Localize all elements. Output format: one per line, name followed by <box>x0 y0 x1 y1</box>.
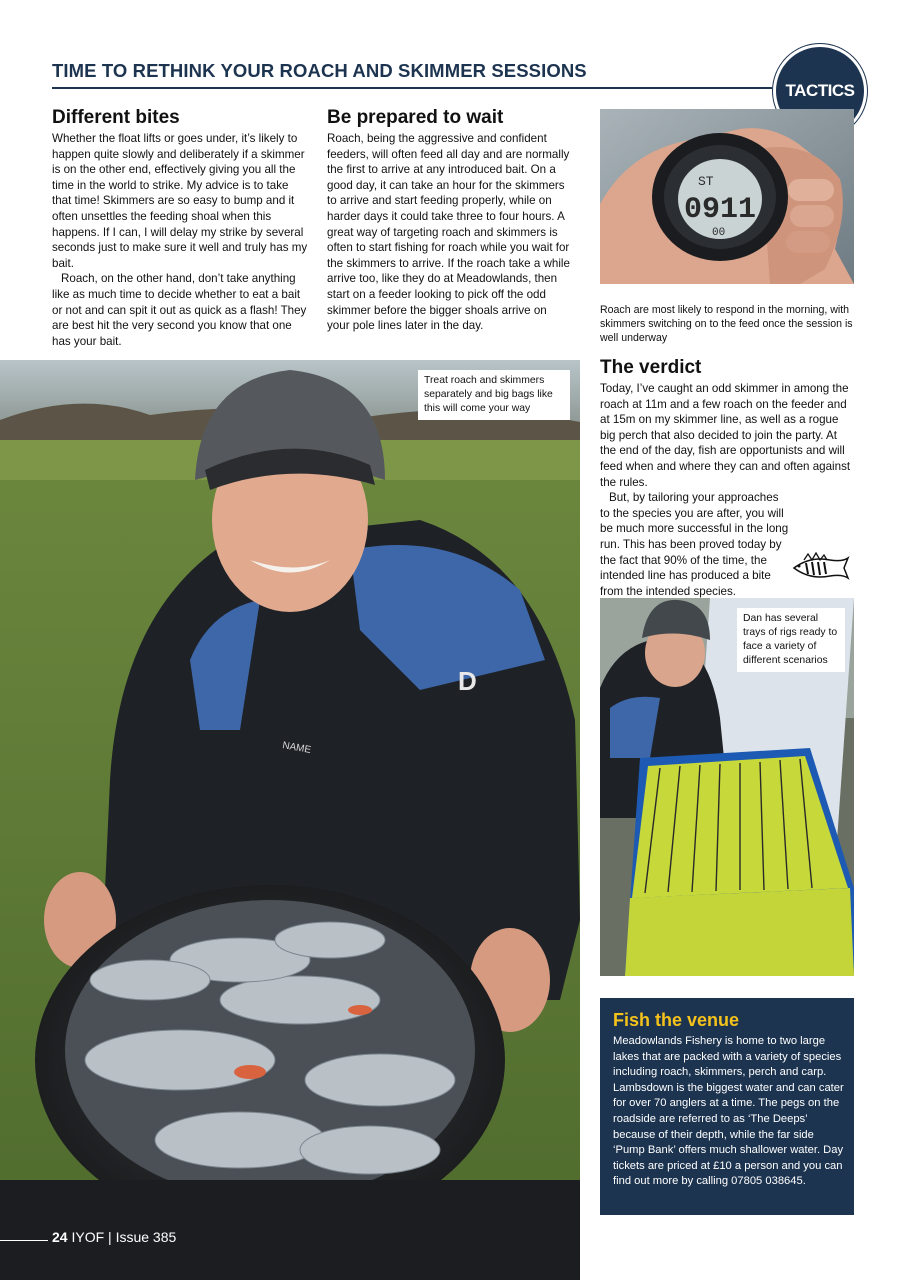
heading-the-verdict: The verdict <box>600 357 702 378</box>
perch-icon <box>790 552 852 582</box>
paragraph: Whether the float lifts or goes under, it’s likely to happen quite slowly and deliberately if a skimmer is on the other end, effectively giving you all the time in the world to strike. My advice is to take that time! Skimmers are so easy to bump and it often unsettles the feeding shoal when this happens. If I can, I will delay my strike by several seconds just to make sure it well and truly has my bait. <box>52 132 308 270</box>
rigs-photo-caption: Dan has several trays of rigs ready to face a variety of different scenarios <box>737 608 845 672</box>
stopwatch-display-top: ST <box>698 174 714 189</box>
stopwatch-photo <box>600 109 854 284</box>
tactics-badge-label: TACTICS <box>785 81 855 100</box>
heading-be-prepared: Be prepared to wait <box>327 107 504 128</box>
angler-with-fish-illustration <box>0 360 580 1280</box>
page-number: 24 <box>52 1229 68 1245</box>
jacket-brand-mark: D <box>458 666 477 696</box>
body-be-prepared <box>327 131 571 334</box>
stopwatch-display-main: 0911 <box>684 193 757 227</box>
issue-number: Issue 385 <box>115 1229 177 1245</box>
paragraph: But, by tailoring your approaches to the species you are after, you will be much more successful in the long run. This has been proved today by the fact that 90% of the time, the intended line has produced a bite from the intended species. <box>600 491 789 598</box>
venue-title: Fish the venue <box>613 1010 740 1030</box>
fish-the-venue-box <box>600 998 854 1215</box>
footer-separator: | <box>108 1229 112 1245</box>
paragraph: Roach, being the aggressive and confident feeders, will often feed all day and are normally the first to arrive at any introduced bait. On a good day, it can take an hour for the skimmers to arrive and start feeding properly, while on harder days it could take three to four hours. A great way of targeting roach and skimmers is often to start fishing for roach while you wait for the skimmers to arrive. If the roach take a while arrive too, like they do at Meadowlands, then start on a feeder looking to pick off the odd skimmer before the bigger shoals arrive on your pole lines later in the day. <box>327 132 570 333</box>
main-angler-photo <box>0 360 580 1280</box>
stopwatch-illustration <box>600 109 854 284</box>
paragraph: Today, I’ve caught an odd skimmer in among the roach at 11m and a few roach on the feeder and at 15m on my skimmer line, as well as a rogue big perch that also decided to join the party. At the end of the day, fish are opportunists and will feed when and where they can and often against the rules. <box>600 382 851 489</box>
paragraph: Roach, on the other hand, don’t take anything like as much time to decide whether to eat a bait or not and can spit it out as quick as a flash! They are best hit the very second you know that one has your bait. <box>52 272 307 348</box>
stopwatch-caption: Roach are most likely to respond in the morning, with skimmers switching on to the feed once the session is well underway <box>600 304 853 344</box>
magazine-name: IYOF <box>71 1229 105 1245</box>
column-different-bites <box>52 107 308 349</box>
main-photo-caption: Treat roach and skimmers separately and big bags like this will come your way <box>418 370 570 420</box>
venue-body: Meadowlands Fishery is home to two large lakes that are packed with a variety of species including roach, skimmers, perch and carp. Lambsdown is the biggest water and can cater for over 70 anglers at a time. The pegs on the roadside are referred to as ‘The Deeps’ because of their depth, while the far side ‘Pump Bank’ offers much shallower water. Day tickets are priced at £10 a person and you can find out more by calling 07805 038645. <box>613 1035 844 1188</box>
heading-different-bites: Different bites <box>52 107 180 128</box>
body-different-bites <box>52 131 308 349</box>
stopwatch-display-sub: 00 <box>712 227 726 239</box>
footer-rule <box>0 1240 48 1241</box>
header-rule <box>52 87 772 89</box>
column-be-prepared <box>327 107 571 334</box>
page-header-title: TIME TO RETHINK YOUR ROACH AND SKIMMER SESSIONS <box>52 60 587 81</box>
page-footer <box>52 1229 176 1245</box>
jacket-name-tag: NAME <box>281 740 312 756</box>
